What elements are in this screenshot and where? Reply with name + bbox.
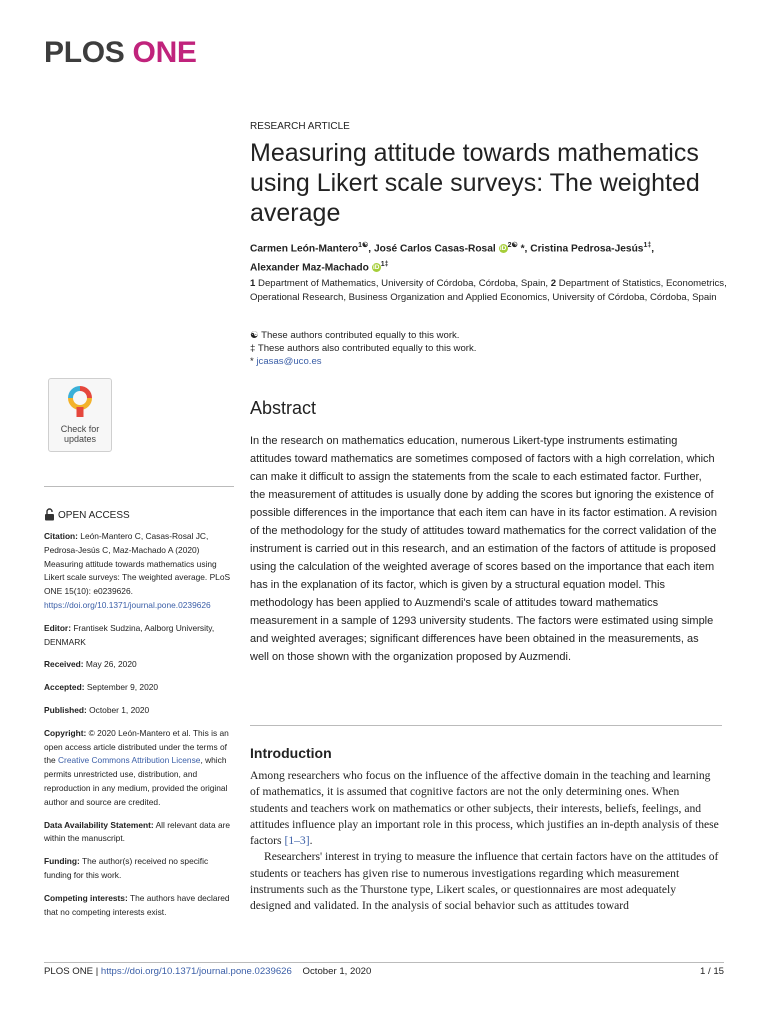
intro-paragraph-text: Among researchers who focus on the influence of the affective domain in the teaching and learning of mathematics, it is assumed that cognitive factors are not the only determining ones. When students and teachers work on mathematics or other subjects, their interests, beliefs, feelings, and attitudes influence play an important role in this process, which justifies an in-depth analysis of these factors: [250, 769, 719, 848]
received-date: May 26, 2020: [85, 659, 137, 670]
footer-separator: |: [93, 966, 101, 977]
accepted-date: September 9, 2020: [86, 682, 159, 693]
abstract-heading: Abstract: [250, 398, 317, 418]
affil-num: 1: [250, 278, 256, 289]
journal-logo[interactable]: [44, 36, 197, 70]
page-footer: [44, 966, 371, 977]
data-availability-text: All relevant data are within the manuscript.: [44, 819, 231, 844]
author-affil-mark: 1☯: [358, 242, 369, 249]
published-label: Published:: [44, 704, 87, 715]
affil-num: 2: [550, 278, 557, 289]
separator: ,: [651, 243, 655, 255]
citation-label: Citation:: [44, 531, 78, 541]
accepted-block: [44, 681, 234, 695]
open-lock-icon: [44, 508, 55, 521]
email-link[interactable]: jcasas@uco.es: [256, 356, 322, 367]
author-affil-mark: 1‡: [643, 242, 652, 249]
funding-block: [44, 855, 234, 883]
check-updates-line1: Check for: [60, 424, 100, 434]
article-title: Measuring attitude towards mathematics using Likert scale surveys: The weighted average: [250, 139, 700, 227]
cc-license-link[interactable]: Creative Commons Attribution License: [57, 755, 201, 766]
article-info-sidebar: [44, 530, 234, 928]
check-for-updates-badge[interactable]: [48, 378, 112, 452]
citation-doi-link[interactable]: https://doi.org/10.1371/journal.pone.0239626: [44, 599, 211, 610]
separator: ,: [368, 243, 374, 255]
data-availability-block: [44, 819, 234, 847]
accepted-label: Accepted:: [44, 682, 85, 693]
equal-contrib-note: ☯ These authors contributed equally to this work.: [250, 330, 460, 341]
competing-interests-label: Competing interests:: [44, 892, 128, 903]
section-divider: [250, 725, 722, 726]
author-name[interactable]: José Carlos Casas-Rosal: [373, 243, 496, 255]
copyright-label: Copyright:: [44, 727, 87, 738]
check-updates-line2: updates: [63, 434, 97, 444]
editor-label: Editor:: [44, 622, 71, 633]
data-availability-label: Data Availability Statement:: [44, 819, 154, 830]
author-name[interactable]: Alexander Maz-Machado: [250, 262, 369, 274]
affil-text: Department of Mathematics, University of Córdoba, Córdoba, Spain,: [258, 278, 549, 289]
abstract-text: In the research on mathematics education, numerous Likert-type instruments estimating attitudes toward mathematics are sometimes composed of factors with a high correlation, which can make it difficult to assign the statements from the scale to each estimated factor. Further, the measurement of attitudes is usually done by adding the scores but ignoring the existence of possible differences in the importance that each item can have in its factor estimation. A revision of the methodology for the study of attitudes toward mathematics for the correct validation of the instrument is carried out in this research, and an estimation of the factors of attitude is proposed using the calculation of the weighted average of scores based on the importance that each item has in the explanation of its factor, which is given by a structural equation model. This methodology has been applied to Auzmendi's scale of attitudes toward mathematics measurement in a sample of 1293 university students. The factors were estimated using simple and weighted averages; significant differences have been obtained in the measurements, as well on those shown with the organization proposed by Auzmendi.: [250, 435, 717, 663]
intro-paragraph: [250, 768, 720, 849]
footer-journal: PLOS ONE: [44, 966, 94, 977]
separator: ,: [524, 243, 531, 255]
sidebar-divider: [44, 486, 234, 487]
published-block: [44, 704, 234, 718]
crossmark-icon: [65, 383, 95, 419]
introduction-heading: Introduction: [250, 745, 332, 761]
received-block: [44, 658, 234, 672]
open-access-label: [44, 508, 130, 521]
open-access-text: OPEN ACCESS: [58, 510, 130, 521]
logo-plos: PLOS: [44, 36, 125, 69]
competing-interests-block: [44, 892, 234, 920]
introduction-body: [250, 768, 720, 915]
intro-paragraph-end: .: [309, 834, 313, 848]
footer-date: October 1, 2020: [302, 966, 372, 977]
footer-doi-link[interactable]: https://doi.org/10.1371/journal.pone.0239626: [100, 966, 292, 977]
author-affil-mark: 2☯: [507, 242, 518, 249]
intro-paragraph: Researchers' interest in trying to measure the influence that certain factors have on the attitudes of students or teachers has given rise to numerous investigations regarding which measurement instruments such as the Thurstone type, Likert scales, or questionnaires are most adequately designed and validated. In the analysis of social behavior such as attitudes toward: [250, 850, 719, 913]
author-notes: [250, 329, 730, 368]
article-type: RESEARCH ARTICLE: [250, 121, 350, 132]
author-name[interactable]: Cristina Pedrosa-Jesús: [530, 243, 644, 255]
orcid-icon[interactable]: iD: [372, 264, 380, 272]
citation-block: [44, 530, 234, 613]
corresponding-mark: *: [520, 243, 525, 255]
copyright-text-post: , which permits unrestricted use, distribution, and reproduction in any medium, provided the original author and source are credited.: [44, 755, 228, 807]
orcid-icon[interactable]: iD: [499, 245, 507, 253]
funding-text: The author(s) received no specific funding for this work.: [44, 856, 209, 880]
citation-text: León-Mantero C, Casas-Rosal JC, Pedrosa-Jesús C, Maz-Machado A (2020) Measuring attitude towards mathematics using Likert scale surveys: The weighted average. PLoS ONE 15(10): e0239626.: [44, 531, 231, 597]
page-number: 1 / 15: [699, 966, 724, 977]
corresponding-mark: *: [250, 356, 254, 367]
competing-interests-text: The authors have declared that no competing interests exist.: [44, 892, 230, 917]
published-date: October 1, 2020: [89, 704, 150, 715]
editor-text: Frantisek Sudzina, Aalborg University, DENMARK: [44, 622, 215, 647]
copyright-block: [44, 727, 234, 810]
also-equal-note: ‡ These authors also contributed equally to this work.: [250, 343, 477, 354]
corresponding-email-line: [250, 355, 730, 368]
footer-divider: [44, 962, 724, 963]
logo-one: ONE: [132, 36, 197, 69]
copyright-text-pre: © 2020 León-Mantero et al. This is an open access article distributed under the terms of the: [44, 727, 229, 766]
editor-block: [44, 622, 234, 650]
affiliations: [250, 277, 730, 304]
funding-label: Funding:: [44, 856, 80, 867]
author-name[interactable]: Carmen León-Mantero: [250, 243, 359, 255]
affil-text: Department of Statistics, Econometrics, Operational Research, Business Organization and Applied Economics, University of Córdoba, Córdoba, Spain: [250, 278, 727, 303]
reference-link[interactable]: [1–3]: [284, 834, 310, 848]
author-list: [250, 238, 730, 276]
author-affil-mark: 1‡: [380, 260, 389, 268]
received-label: Received:: [44, 659, 84, 670]
